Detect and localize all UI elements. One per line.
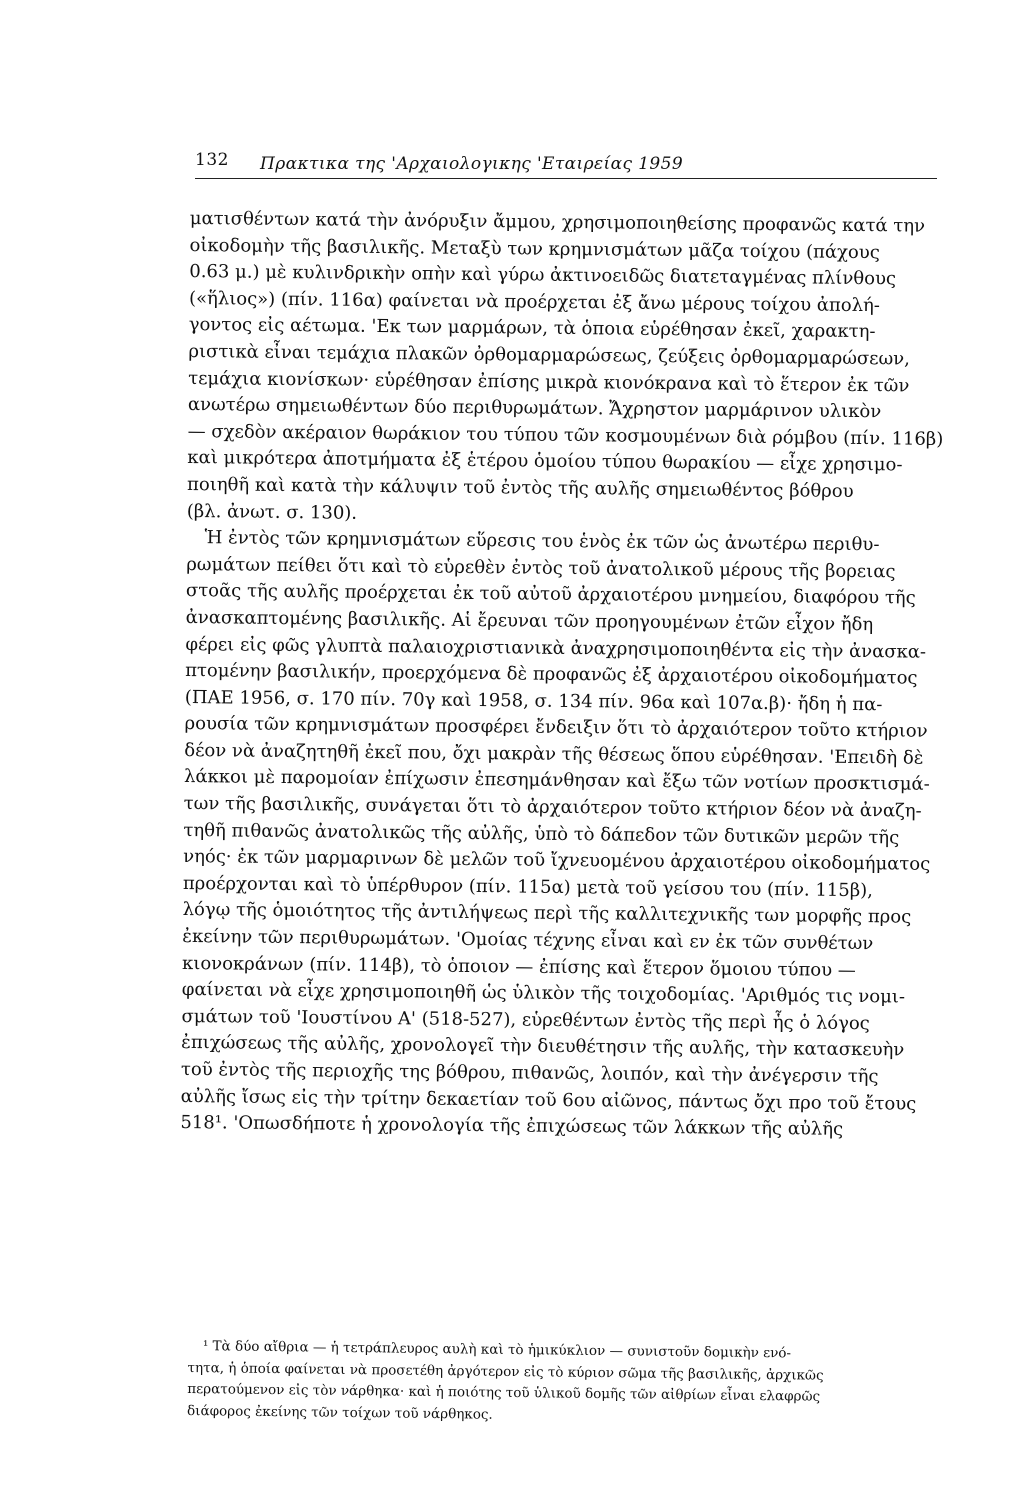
text-line: ἐκείνην τῶν περιθυρωμάτων. 'Ομοίας τέχνης εἶναι καὶ εν ἐκ τῶν συνθέτων: [182, 925, 874, 955]
text-line: ἀνασκαπτομένης βασιλικῆς. Αἱ ἔρευναι τῶν προηγουμένων ἐτῶν εἶχον ἤδη: [185, 606, 874, 636]
text-line: στοᾶς τῆς αυλῆς προέρχεται ἐκ τοῦ αὐτοῦ ἀρχαιοτέρου μνημείου, διαφόρου τῆς: [185, 580, 916, 609]
text-line: (βλ. ἀνωτ. σ. 130).: [186, 500, 358, 524]
running-head: [195, 150, 937, 188]
text-line: αὐλῆς ἴσως εἰς τὴν τρίτην δεκαετίαν τοῦ 6ου αἰῶνος, πάντως ὄχι προ τοῦ ἔτους: [180, 1085, 917, 1115]
page-number: 132: [195, 150, 229, 170]
text-line: ματισθέντων κατά τὴν ἀνόρυξιν ἄμμου, χρησιμοποιηθείσης προφανῶς κατά την: [189, 207, 926, 237]
text-line: λάκκοι μὲ παρομοίαν ἐπίχωσιν ἐπεσημάνθησαν καὶ ἔξω τῶν νοτίων προσκτισμά-: [183, 766, 930, 796]
text-line: τηθῆ πιθανῶς ἀνατολικῶς τῆς αὐλῆς, ὑπὸ τὸ δάπεδον τῶν δυτικῶν μερῶν τῆς: [183, 819, 900, 849]
footnote-line: διάφορος ἐκείνης τῶν τοίχων τοῦ νάρθηκος.: [186, 1402, 493, 1423]
text-line: γοντος εἰς αέτωμα. 'Εκ των μαρμάρων, τὰ ὁποια εὑρέθησαν ἐκεῖ, χαρακτη-: [188, 314, 876, 343]
text-line: φαίνεται νὰ εἶχε χρησιμοποιηθῆ ὡς ὑλικὸν τῆς τοιχοδομίας. 'Αριθμός τις νομι-: [181, 979, 906, 1008]
footnotes: [187, 1336, 903, 1431]
text-line: 0.63 μ.) μὲ κυλινδρικὴν οπὴν καὶ γύρω ἀκτινοειδῶς διατεταγμένας πλίνθους: [189, 261, 897, 290]
text-line: 518¹. 'Οπωσδήποτε ἡ χρονολογία τῆς ἐπιχώσεως τῶν λάκκων τῆς αὐλῆς: [180, 1112, 844, 1141]
paragraph-start-line: Ἡ ἐντὸς τῶν κρημνισμάτων εὕρεσις του ἑνὸς ἐκ τῶν ὡς ἀνωτέρω περιθυ-: [204, 527, 880, 556]
text-line: ρωμάτων πείθει ὅτι καὶ τὸ εὑρεθὲν ἐντὸς τοῦ ἀνατολικοῦ μέρους τῆς βορειας: [186, 553, 896, 583]
text-line: σμάτων τοῦ 'Ιουστίνου Α' (518-527), εὑρεθέντων ἐντὸς τῆς περὶ ἧς ὁ λόγος: [181, 1005, 870, 1034]
text-line: δέον νὰ ἀναζητηθῆ ἐκεῖ που, ὄχι μακρὰν τῆς θέσεως ὅπου εὑρέθησαν. 'Επειδὴ δὲ: [184, 739, 924, 769]
text-line: τεμάχια κιονίσκων· εὑρέθησαν ἐπίσης μικρὰ κιονόκρανα καὶ τὸ ἕτερον ἐκ τῶν: [188, 367, 910, 397]
text-line: προέρχονται καὶ τὸ ὑπέρθυρον (πίν. 115α) μετὰ τοῦ γείσου του (πίν. 115β),: [182, 872, 874, 902]
text-line: πτομένην βασιλικήν, προερχόμενα δὲ προφανῶς ἐξ ἀρχαιοτέρου οἰκοδομήματος: [185, 660, 918, 689]
header-rule: [195, 178, 937, 179]
footnote-line: τητα, ἡ ὁποία φαίνεται νὰ προσετέθη ἀργότερον εἰς τὸ κύριον σῶμα τῆς βασιλικῆς, ἀρχικῶς: [187, 1359, 824, 1384]
text-line: των τῆς βασιλικῆς, συνάγεται ὅτι τὸ ἀρχαιότερον τοῦτο κτήριον δέον νὰ ἀναζη-: [183, 793, 922, 822]
footnote-line: περατούμενον εἰς τὸν νάρθηκα· καὶ ἡ ποιότης τοῦ ὑλικοῦ δομῆς τῶν αἰθρίων εἶναι ελαφρῶς: [187, 1380, 821, 1405]
text-line: φέρει εἰς φῶς γλυπτὰ παλαιοχριστιανικὰ ἀναχρησιμοποιηθέντα εἰς τὴν ἀνασκα-: [185, 633, 927, 663]
text-line: λόγῳ τῆς ὁμοιότητος τῆς ἀντιλήψεως περὶ τῆς καλλιτεχνικῆς των μορφῆς προς: [182, 899, 912, 929]
text-line: τοῦ ἐντὸς τῆς περιοχῆς της βόθρου, πιθανῶς, λοιπόν, καὶ τὴν ἀνέγερσιν τῆς: [180, 1058, 879, 1088]
text-line: ριστικὰ εἶναι τεμάχια πλακῶν ὀρθομαρμαρώσεως, ζεύξεις ὀρθομαρμαρώσεων,: [188, 340, 911, 370]
text-line: («ἥλιος») (πίν. 116α) φαίνεται νὰ προέρχεται ἐξ ἄνω μέρους τοίχου ἀπολή-: [188, 287, 881, 317]
text-line: (ΠΑΕ 1956, σ. 170 πίν. 70γ καὶ 1958, σ. 134 πίν. 96α καὶ 107α.β)· ἤδη ἡ πα-: [184, 686, 883, 715]
journal-title: Πρακτικα της 'Αρχαιολογικης 'Εταιρείας 1959: [260, 154, 684, 174]
text-line: οἰκοδομὴν τῆς βασιλικῆς. Μεταξὺ των κρημνισμάτων μᾶζα τοίχου (πάχους: [189, 234, 880, 263]
text-line: ποιηθῆ καὶ κατὰ τὴν κάλυψιν τοῦ ἐντὸς τῆς αυλῆς σημειωθέντος βόθρου: [186, 473, 854, 502]
text-line: κιονοκράνων (πίν. 114β), τὸ ὁποιον — ἐπίσης καὶ ἕτερον ὅμοιου τύπου —: [181, 952, 856, 981]
text-line: — σχεδὸν ακέραιον θωράκιον του τύπου τῶν κοσμουμένων διὰ ρόμβου (πίν. 116β): [187, 420, 944, 450]
text-line: ανωτέρω σημειωθέντων δύο περιθυρωμάτων. Ἄχρηστον μαρμάρινον υλικὸν: [187, 394, 882, 423]
text-line: ρουσία τῶν κρημνισμάτων προσφέρει ἔνδειξιν ὅτι τὸ ἀρχαιότερον τοῦτο κτήριον: [184, 713, 928, 743]
text-line: καὶ μικρότερα ἀποτμήματα ἐξ ἑτέρου ὁμοίου τύπου θωρακίου — εἶχε χρησιμο-: [187, 447, 903, 476]
text-line: ἐπιχώσεως τῆς αὐλῆς, χρονολογεῖ τὴν διευθέτησιν τῆς αυλῆς, τὴν κατασκευὴν: [181, 1032, 905, 1061]
main-text: [180, 206, 944, 1144]
footnote-line: ¹ Τὰ δύο αἴθρια — ἡ τετράπλευρος αυλὴ καὶ τὸ ἡμικύκλιον — συνιστοῦν δομικὴν ενό-: [202, 1338, 792, 1362]
text-line: νηός· ἐκ τῶν μαρμαρινων δὲ μελῶν τοῦ ἴχνευομένου ἀρχαιοτέρου οἰκοδομήματος: [183, 846, 931, 876]
